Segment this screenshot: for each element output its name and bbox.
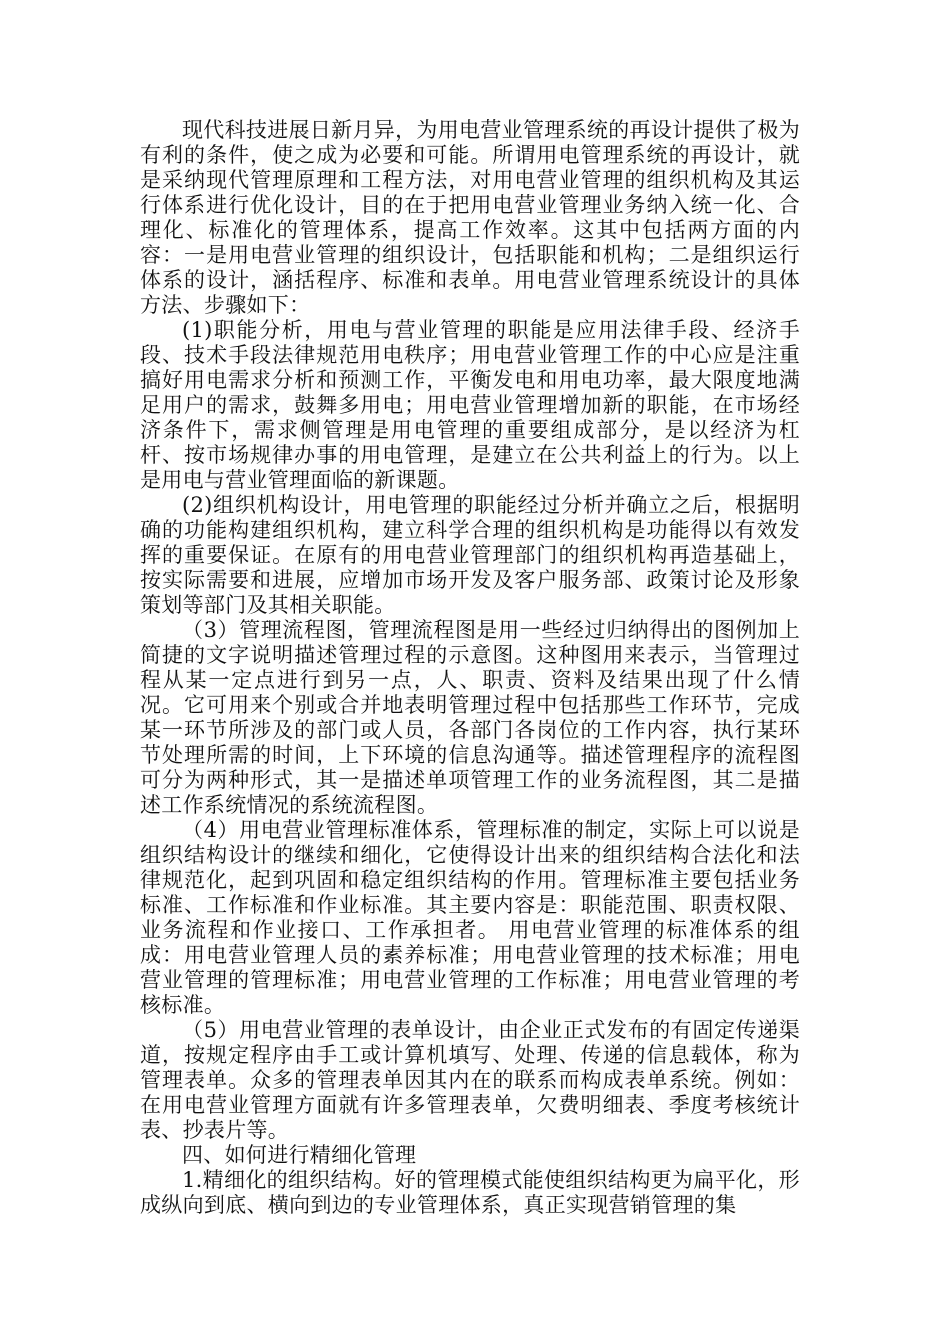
document-body [140,118,800,1218]
intro-paragraph: 现代科技进展日新月异，为用电营业管理系统的再设计提供了极为有利的条件，使之成为必要和可能。所谓用电管理系统的再设计，就是采纳现代管理原理和工程方法，对用电营业管理的组织机构及其运行体系进行优化设计，目的在于把用电营业管理业务纳入统一化、合理化、标准化的管理体系，提高工作效率。这其中包括两方面的内容：一是用电营业管理的组织设计，包括职能和机构；二是组织运行体系的设计，涵括程序、标准和表单。用电营业管理系统设计的具体方法、步骤如下： [140,118,800,317]
organization-design-paragraph: (2)组织机构设计，用电管理的职能经过分析并确立之后，根据明确的功能构建组织机构，建立科学合理的组织机构是功能得以有效发挥的重要保证。在原有的用电营业管理部门的组织机构再造基础上，按实际需要和进展，应增加市场开发及客户服务部、政策讨论及形象策划等部门及其相关职能。 [140,493,800,617]
refined-structure-paragraph: 1.精细化的组织结构。好的管理模式能使组织结构更为扁平化，形成纵向到底、横向到边的专业管理体系，真正实现营销管理的集 [140,1168,800,1217]
section-heading: 四、如何进行精细化管理 [182,1143,417,1167]
forms-design-paragraph: （5）用电营业管理的表单设计，由企业正式发布的有固定传递渠道，按规定程序由手工或计算机填写、处理、传递的信息载体，称为管理表单。众多的管理表单因其内在的联系而构成表单系统。例如：在用电营业管理方面就有许多管理表单，欠费明细表、季度考核统计表、抄表片等。 [140,1018,800,1142]
standards-paragraph: （4）用电营业管理标准体系，管理标准的制定，实际上可以说是组织结构设计的继续和细化，它使得设计出来的组织结构合法化和法律规范化，起到巩固和稳定组织结构的作用。管理标准主要包括业务标准、工作标准和作业标准。其主要内容是：职能范围、职责权限、业务流程和作业接口、工作承担者。 用电营业管理的标准体系的组成：用电营业管理人员的素养标准；用电营业管理的技术标准；用电营业管理的管理标准；用电营业管理的工作标准；用电营业管理的考核标准。 [140,818,800,1017]
function-analysis-paragraph: (1)职能分析，用电与营业管理的职能是应用法律手段、经济手段、技术手段法律规范用电秩序；用电营业管理工作的中心应是注重搞好用电需求分析和预测工作，平衡发电和用电功率，最大限度地满足用户的需求，鼓舞多用电；用电营业管理增加新的职能，在市场经济条件下，需求侧管理是用电管理的重要组成部分，是以经济为杠杆、按市场规律办事的用电管理，是建立在公共利益上的行为。以上是用电与营业管理面临的新课题。 [140,318,800,492]
flowchart-paragraph: （3）管理流程图，管理流程图是用一些经过归纳得出的图例加上简捷的文字说明描述管理过程的示意图。这种图用来表示，当管理过程从某一定点进行到另一点，人、职责、资料及结果出现了什么情况。它可用来个别或合并地表明管理过程中包括那些工作环节，完成某一环节所涉及的部门或人员，各部门各岗位的工作内容，执行某环节处理所需的时间，上下环境的信息沟通等。描述管理程序的流程图可分为两种形式，其一是描述单项管理工作的业务流程图，其二是描述工作系统情况的系统流程图。 [140,618,800,817]
